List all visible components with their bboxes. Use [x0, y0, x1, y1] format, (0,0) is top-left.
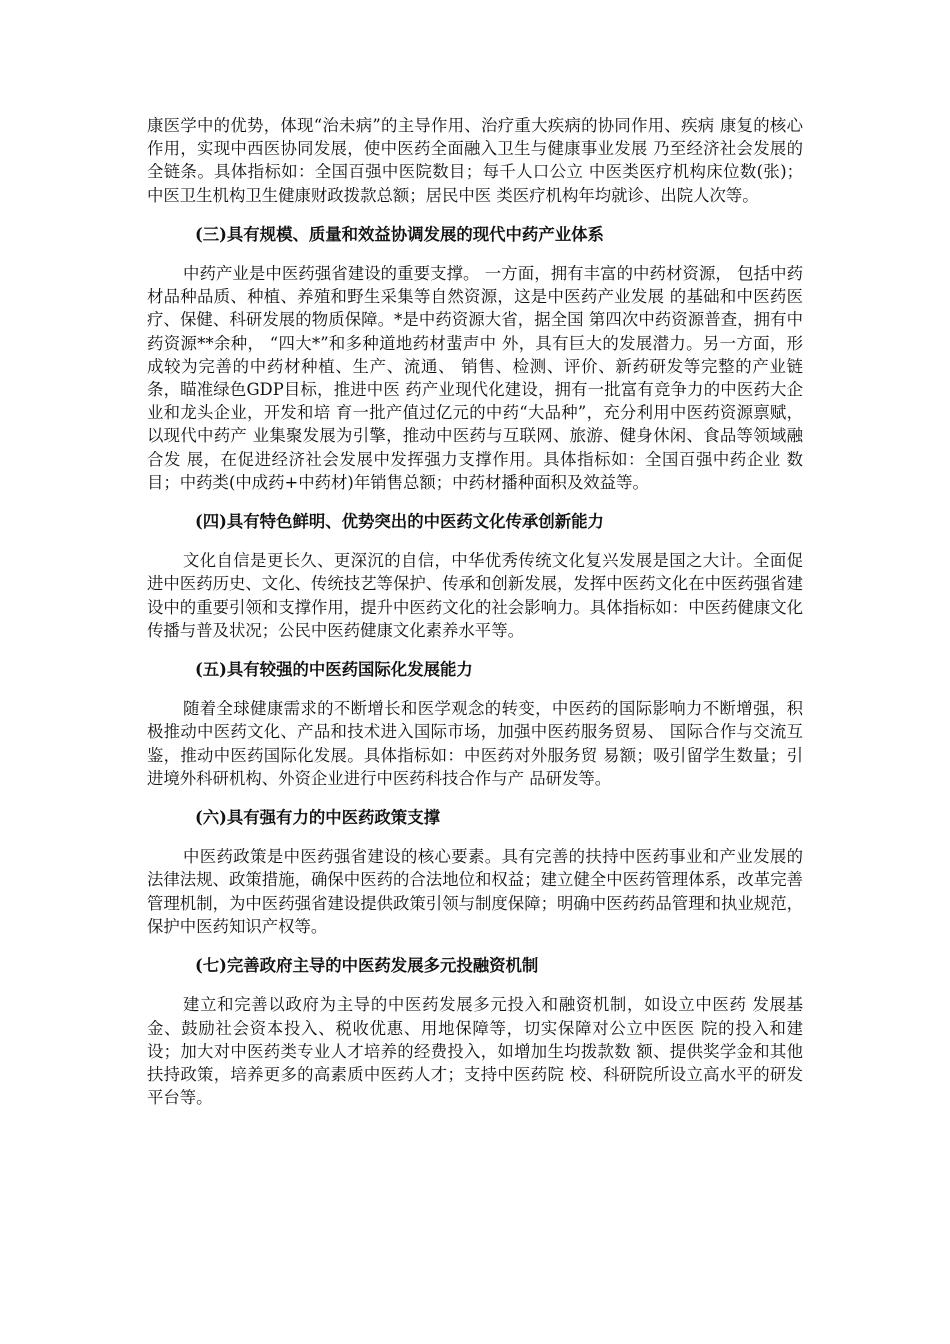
heading-tcm-investment: (七)完善政府主导的中医药发展多元投融资机制	[195, 956, 539, 976]
heading-tcm-international: (五)具有较强的中医药国际化发展能力	[195, 660, 473, 680]
heading-modern-tcm-industry: (三)具有规模、质量和效益协调发展的现代中药产业体系	[195, 224, 604, 244]
heading-tcm-culture: (四)具有特色鲜明、优势突出的中医药文化传承创新能力	[195, 512, 604, 532]
paragraph-tcm-investment: 建立和完善以政府为主导的中医药发展多元投入和融资机制，如设立中医药 发展基金、鼓励社会资本投入、税收优惠、用地保障等，切实保障对公立中医医 院的投入和建设；加大对中医药类专业人才培养的经费投入，如增加生均拨款数 额、提供奖学金和其他扶持政策，培养更多的高素质中医药人才；支持中医药院 校、科研院所设立高水平的研发平台等。	[147, 995, 803, 1108]
document-page	[147, 114, 803, 1109]
paragraph-health-advantage: 康医学中的优势，体现“治未病”的主导作用、治疗重大疾病的协同作用、疾病 康复的核心作用，实现中西医协同发展，使中医药全面融入卫生与健康事业发展 乃至经济社会发展的全链条。具体指标如：全国百强中医院数目；每千人口公立 中医类医疗机构床位数(张)；中医卫生机构卫生健康财政拨款总额；居民中医 类医疗机构年均就诊、出院人次等。	[147, 116, 803, 205]
heading-tcm-policy: (六)具有强有力的中医药政策支撑	[195, 808, 440, 828]
paragraph-tcm-culture: 文化自信是更长久、更深沉的自信，中华优秀传统文化复兴发展是国之大计。全面促进中医药历史、文化、传统技艺等保护、传承和创新发展，发挥中医药文化在中医药强省建设中的重要引领和支撑作用，提升中医药文化的社会影响力。具体指标如：中医药健康文化传播与普及状况；公民中医药健康文化素养水平等。	[147, 551, 803, 640]
paragraph-tcm-international: 随着全球健康需求的不断增长和医学观念的转变，中医药的国际影响力不断增强，积极推动中医药文化、产品和技术进入国际市场，加强中医药服务贸易、 国际合作与交流互鉴，推动中医药国际化发展。具体指标如：中医药对外服务贸 易额；吸引留学生数量；引进境外科研机构、外资企业进行中医药科技合作与产 品研发等。	[147, 699, 803, 788]
paragraph-tcm-policy: 中医药政策是中医药强省建设的核心要素。具有完善的扶持中医药事业和产业发展的法律法规、政策措施，确保中医药的合法地位和权益；建立健全中医药管理体系，改革完善管理机制，为中医药强省建设提供政策引领与制度保障；明确中医药药品管理和执业规范，保护中医药知识产权等。	[147, 847, 803, 936]
paragraph-tcm-industry: 中药产业是中医药强省建设的重要支撑。 一方面，拥有丰富的中药材资源， 包括中药材品种品质、种植、养殖和野生采集等自然资源，这是中医药产业发展 的基础和中医药医疗、保健、科研发展的物质保障。*是中药资源大省，据全国 第四次中药资源普查，拥有中药资源**余种， “四大*”和多种道地药材蜚声中 外，具有巨大的发展潜力。另一方面，形成较为完善的中药材种植、生产、流通、 销售、检测、评价、新药研发等完整的产业链条，瞄准绿色GDP目标，推进中医 药产业现代化建设，拥有一批富有竞争力的中医药大企业和龙头企业，开发和培 育一批产值过亿元的中药“大品种”，充分利用中医药资源禀赋，以现代中药产 业集聚发展为引擎，推动中医药与互联网、旅游、健身休闲、食品等领域融合发 展，在促进经济社会发展中发挥强力支撑作用。具体指标如：全国百强中药企业 数目；中药类(中成药+中药材)年销售总额；中药材播种面积及效益等。	[147, 264, 803, 492]
